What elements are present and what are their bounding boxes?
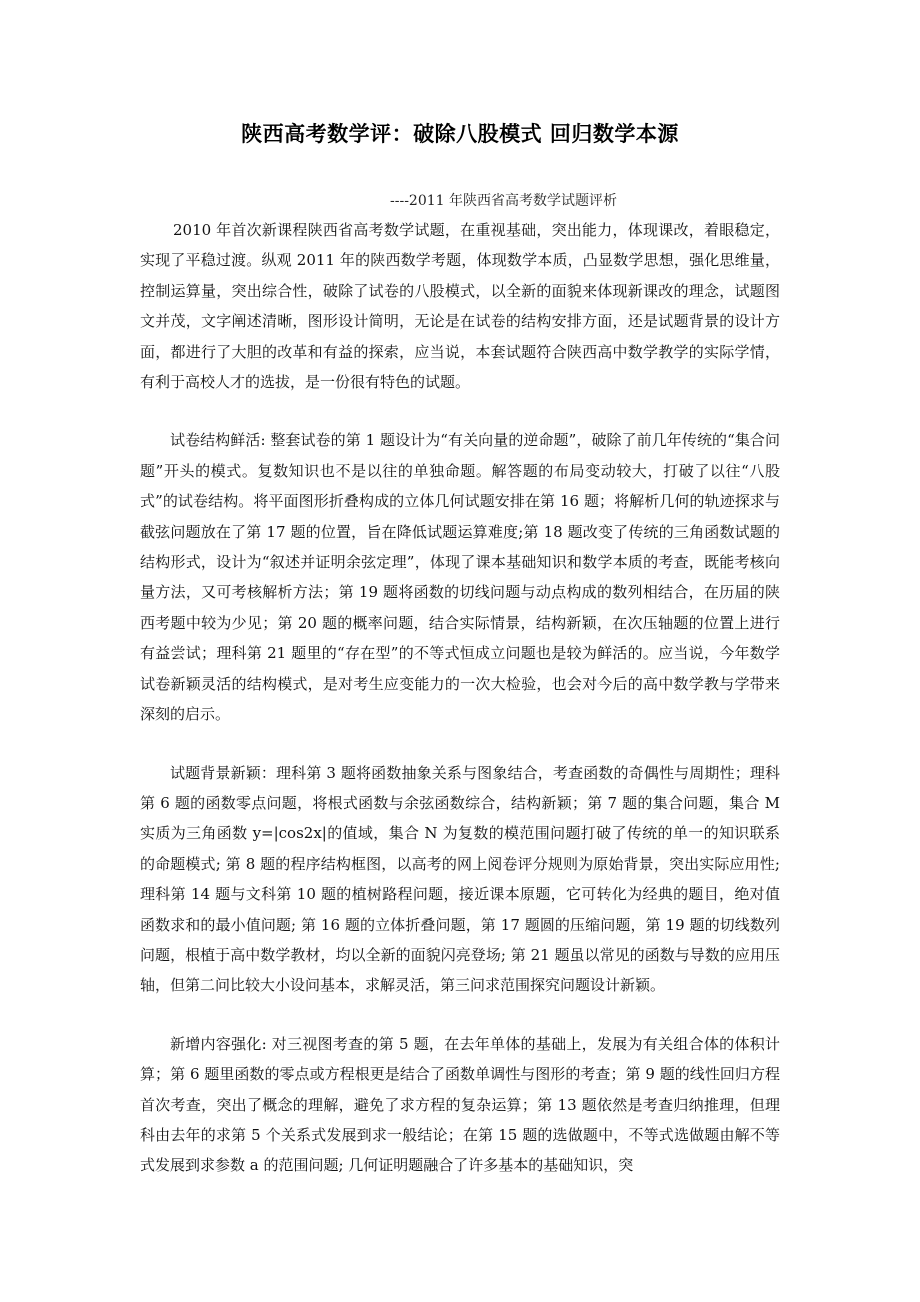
paragraph-new-content: 新增内容强化: 对三视图考查的第 5 题，在去年单体的基础上，发展为有关组合体的体积计算；第 6 题里函数的零点或方程根更是结合了函数单调性与图形的考查；第 9 题的线性回归方程首次考查，突出了概念的理解，避免了求方程的复杂运算；第 13 题依然是考查归纳推理，但理科由去年的求第 5 个关系式发展到求一般结论；在第 15 题的选做题中，不等式选做题由解不等式发展到求参数 a 的范围问题; 几何证明题融合了许多基本的基础知识，突: [140, 1034, 780, 1175]
document-body: [140, 215, 780, 1181]
document-title: 陕西高考数学评：破除八股模式 回归数学本源: [241, 122, 679, 146]
paragraph-structure: 试卷结构鲜活: 整套试卷的第 1 题设计为“有关向量的逆命题”，破除了前几年传统的“集合问题”开头的模式。复数知识也不是以往的单独命题。解答题的布局变动较大，打破了以往“八股式”的试卷结构。将平面图形折叠构成的立体几何试题安排在第 16 题；将解析几何的轨迹探求与截弦问题放在了第 17 题的位置，旨在降低试题运算难度;第 18 题改变了传统的三角函数试题的结构形式，设计为“叙述并证明余弦定理”，体现了课本基础知识和数学本质的考查，既能考核向量方法，又可考核解析方法；第 19 题将函数的切线问题与动点构成的数列相结合，在历届的陕西考题中较为少见；第 20 题的概率问题，结合实际情景，结构新颖，在次压轴题的位置上进行有益尝试；理科第 21 题里的“存在型”的不等式恒成立问题也是较为鲜活的。应当说，今年数学试卷新颖灵活的结构模式，是对考生应变能力的一次大检验，也会对今后的高中数学教与学带来深刻的启示。: [140, 431, 780, 724]
paragraph-background: 试题背景新颖：理科第 3 题将函数抽象关系与图象结合，考查函数的奇偶性与周期性；理科第 6 题的函数零点问题，将根式函数与余弦函数综合，结构新颖；第 7 题的集合问题，集合 M 实质为三角函数 y=|cos2x|的值域，集合 N 为复数的模范围问题打破了传统的单一的知识联系的命题模式; 第 8 题的程序结构框图，以高考的网上阅卷评分规则为原始背景，突出实际应用性; 理科第 14 题与文科第 10 题的植树路程问题，接近课本原题，它可转化为经典的题目，绝对值函数求和的最小值问题; 第 16 题的立体折叠问题，第 17 题圆的压缩问题，第 19 题的切线数列问题，根植于高中数学教材，均以全新的面貌闪亮登场; 第 21 题虽以常见的函数与导数的应用压轴，但第二问比较大小设问基本，求解灵活，第三问求范围探究问题设计新颖。: [140, 763, 780, 995]
paragraph-intro: 2010 年首次新课程陕西省高考数学试题，在重视基础，突出能力，体现课改，着眼稳定，实现了平稳过渡。纵观 2011 年的陕西数学考题，体现数学本质，凸显数学思想，强化思维量，控制运算量，突出综合性，破除了试卷的八股模式，以全新的面貌来体现新课改的理念，试题图文并茂，文字阐述清晰，图形设计简明，无论是在试卷的结构安排方面，还是试题背景的设计方面，都进行了大胆的改革和有益的探索，应当说，本套试题符合陕西高中数学教学的实际学情，有利于高校人才的选拔，是一份很有特色的试题。: [140, 221, 780, 392]
document-subtitle: ----2011 年陕西省高考数学试题评析: [390, 193, 618, 209]
